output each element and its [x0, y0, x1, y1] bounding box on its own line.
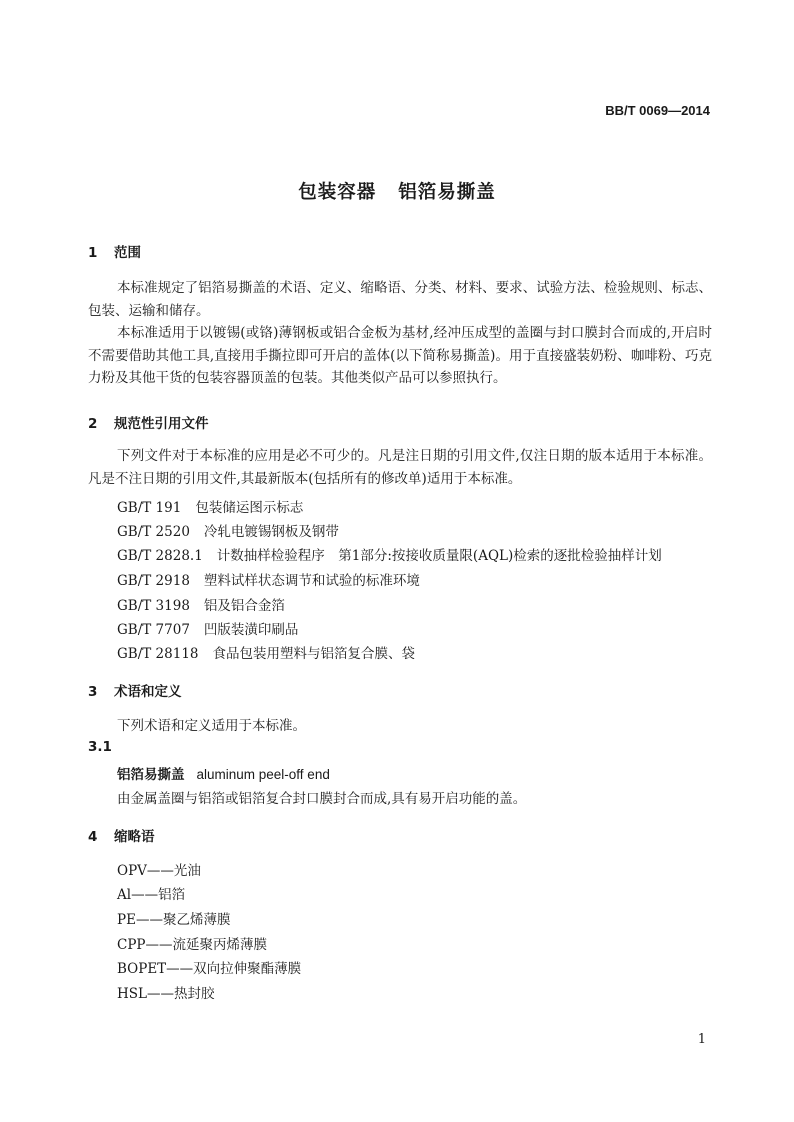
abbreviation-item: HSL——热封胶: [117, 986, 215, 1002]
section-2-heading: [88, 412, 209, 432]
section-1-paragraph-2: 本标准适用于以镀锡(或铬)薄钢板或铝合金板为基材,经冲压成型的盖圈与封口膜封合而成的,开启时不需要借助其他工具,直接用手撕拉即可开启的盖体(以下简称易撕盖)。用于直接盛装奶粉、咖啡粉、巧克力粉及其他干货的包装容器顶盖的包装。其他类似产品可以参照执行。: [88, 325, 712, 386]
abbreviation-item: PE——聚乙烯薄膜: [117, 912, 231, 928]
section-1-heading: [88, 241, 141, 261]
reference-title: 铝及铝合金箔: [203, 598, 285, 614]
reference-title: 塑料试样状态调节和试验的标准环境: [203, 573, 420, 589]
section-number: 3: [88, 684, 98, 700]
section-1-paragraph-1: 本标准规定了铝箔易撕盖的术语、定义、缩略语、分类、材料、要求、试验方法、检验规则、标志、包装、运输和储存。: [88, 280, 712, 319]
title-part-2: 铝箔易撕盖: [398, 182, 496, 203]
reference-title: 凹版装潢印刷品: [203, 622, 299, 638]
page-number: 1: [697, 1032, 706, 1047]
reference-title: 食品包装用塑料与铝箔复合膜、袋: [212, 646, 415, 662]
abbreviation-item: CPP——流延聚丙烯薄膜: [117, 937, 267, 953]
reference-item: [117, 496, 303, 516]
title-part-1: 包装容器: [298, 182, 377, 203]
subsection-number: 3.1: [88, 739, 112, 755]
abbreviation-item: Al——铝箔: [117, 887, 186, 903]
reference-code: GB/T 2918: [117, 573, 190, 589]
reference-item: [117, 618, 298, 638]
section-title: 缩略语: [114, 829, 155, 845]
reference-code: GB/T 28118: [117, 646, 199, 662]
reference-title: 冷轧电镀锡钢板及钢带: [203, 524, 339, 540]
term-chinese: 铝箔易撕盖: [117, 767, 185, 783]
reference-title: 计数抽样检验程序 第1部分:按接收质量限(AQL)检索的逐批检验抽样计划: [216, 548, 662, 564]
reference-code: GB/T 3198: [117, 598, 190, 614]
section-4-heading: [88, 825, 155, 845]
section-title: 术语和定义: [114, 684, 182, 700]
term-entry: [117, 763, 330, 783]
term-english: aluminum peel-off end: [196, 767, 330, 782]
reference-code: GB/T 2828.1: [117, 548, 203, 564]
term-definition: 由金属盖圈与铝箔或铝箔复合封口膜封合而成,具有易开启功能的盖。: [117, 791, 527, 807]
reference-code: GB/T 191: [117, 500, 182, 516]
section-3-heading: [88, 680, 182, 700]
section-title: 范围: [114, 245, 141, 261]
reference-code: GB/T 7707: [117, 622, 190, 638]
abbreviation-item: BOPET——双向拉伸聚酯薄膜: [117, 961, 302, 977]
reference-item: [117, 594, 285, 614]
section-2-intro: 下列文件对于本标准的应用是必不可少的。凡是注日期的引用文件,仅注日期的版本适用于本标准。凡是不注日期的引用文件,其最新版本(包括所有的修改单)适用于本标准。: [88, 448, 712, 487]
section-3-intro: 下列术语和定义适用于本标准。: [117, 718, 306, 734]
document-title: [0, 178, 794, 204]
reference-code: GB/T 2520: [117, 524, 190, 540]
section-number: 4: [88, 829, 98, 845]
abbreviation-item: OPV——光油: [117, 863, 201, 879]
section-number: 2: [88, 416, 98, 432]
reference-item: [117, 569, 420, 589]
section-title: 规范性引用文件: [114, 416, 209, 432]
reference-item: [117, 520, 339, 540]
reference-item: [117, 642, 415, 662]
reference-item: [117, 544, 662, 564]
standard-number: BB/T 0069—2014: [605, 103, 710, 118]
reference-title: 包装储运图示标志: [195, 500, 304, 516]
section-number: 1: [88, 245, 98, 261]
